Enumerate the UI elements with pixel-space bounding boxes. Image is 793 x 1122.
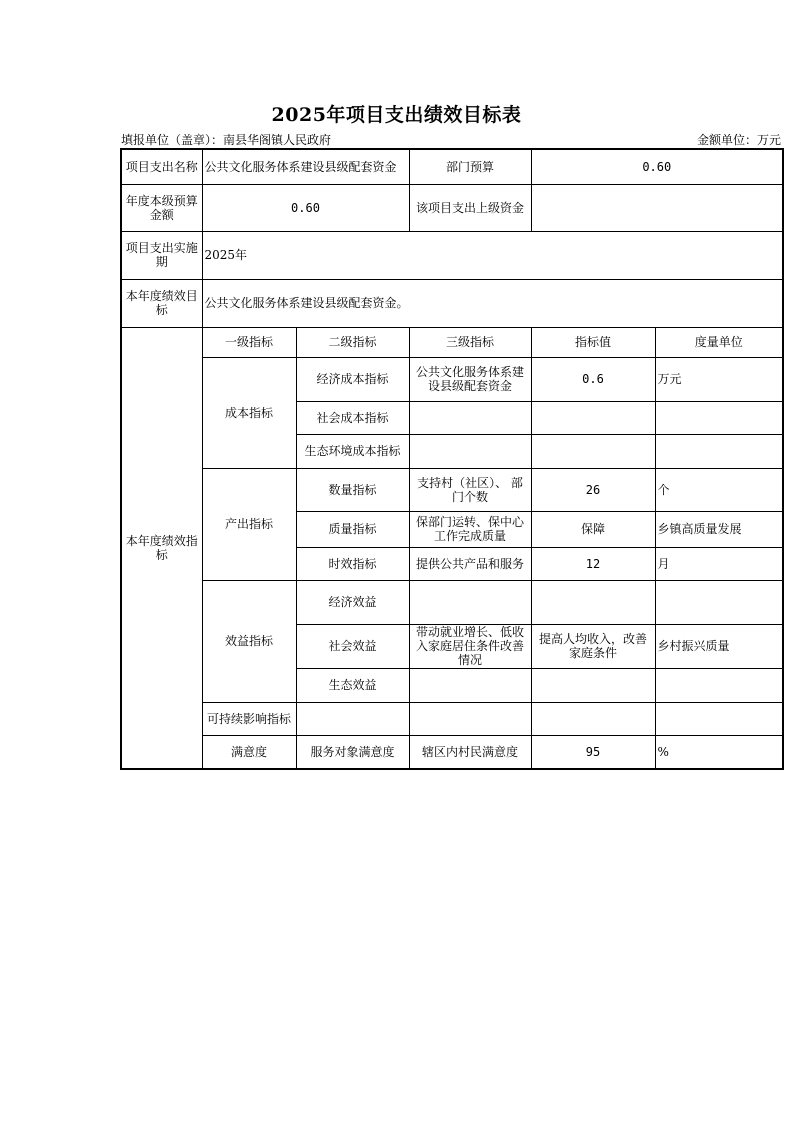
amount-unit: 金额单位：万元 — [696, 133, 781, 147]
output-l2: 质量指标 — [296, 511, 409, 547]
sustain-value — [531, 702, 655, 735]
table-row — [121, 580, 783, 624]
upper-funds-value — [531, 184, 783, 231]
sustain-l3 — [409, 702, 531, 735]
sustain-unit — [655, 702, 783, 735]
table-row — [121, 468, 783, 511]
satisfaction-unit: % — [655, 735, 783, 769]
benefit-unit — [655, 580, 783, 624]
cost-l3 — [409, 434, 531, 468]
benefit-indicator-label: 效益指标 — [202, 580, 296, 702]
header-unit: 度量单位 — [655, 327, 783, 357]
dept-budget-label: 部门预算 — [409, 149, 531, 184]
period-label: 项目支出实施期 — [121, 231, 202, 279]
benefit-l3: 带动就业增长、低收入家庭居住条件改善情况 — [409, 624, 531, 668]
benefit-value — [531, 668, 655, 702]
output-l2: 数量指标 — [296, 468, 409, 511]
sustain-indicator-label: 可持续影响指标 — [202, 702, 296, 735]
output-value: 26 — [531, 468, 655, 511]
output-indicator-label: 产出指标 — [202, 468, 296, 580]
benefit-l3 — [409, 580, 531, 624]
cost-unit: 万元 — [655, 357, 783, 401]
table-row — [121, 735, 783, 769]
sustain-l2 — [296, 702, 409, 735]
satisfaction-indicator-label: 满意度 — [202, 735, 296, 769]
cost-indicator-label: 成本指标 — [202, 357, 296, 468]
reporting-unit: 填报单位（盖章）：南县华阁镇人民政府 — [121, 133, 332, 147]
benefit-l2: 生态效益 — [296, 668, 409, 702]
indicator-section-label: 本年度绩效指标 — [121, 327, 202, 769]
table-row — [121, 702, 783, 735]
cost-l3: 公共文化服务体系建设县级配套资金 — [409, 357, 531, 401]
cost-l2: 生态环境成本指标 — [296, 434, 409, 468]
period-value: 2025年 — [202, 231, 783, 279]
benefit-value — [531, 580, 655, 624]
header-level3: 三级指标 — [409, 327, 531, 357]
row-annual-budget — [121, 184, 783, 231]
benefit-unit — [655, 668, 783, 702]
table-row — [121, 357, 783, 401]
page-title: 2025年项目支出绩效目标表 — [271, 104, 522, 126]
output-l3: 保部门运转、保中心工作完成质量 — [409, 511, 531, 547]
header-value: 指标值 — [531, 327, 655, 357]
output-unit: 月 — [655, 547, 783, 580]
header-level2: 二级指标 — [296, 327, 409, 357]
benefit-value: 提高人均收入，改善家庭条件 — [531, 624, 655, 668]
satisfaction-value: 95 — [531, 735, 655, 769]
output-unit: 乡镇高质量发展 — [655, 511, 783, 547]
cost-l3 — [409, 401, 531, 434]
cost-l2: 社会成本指标 — [296, 401, 409, 434]
output-unit: 个 — [655, 468, 783, 511]
satisfaction-l2: 服务对象满意度 — [296, 735, 409, 769]
dept-budget-value: 0.60 — [531, 149, 783, 184]
row-goal — [121, 279, 783, 327]
output-l2: 时效指标 — [296, 547, 409, 580]
cost-value — [531, 401, 655, 434]
cost-unit — [655, 434, 783, 468]
row-period — [121, 231, 783, 279]
output-value: 12 — [531, 547, 655, 580]
benefit-l2: 经济效益 — [296, 580, 409, 624]
header-level1: 一级指标 — [202, 327, 296, 357]
benefit-unit: 乡村振兴质量 — [655, 624, 783, 668]
annual-budget-value: 0.60 — [202, 184, 409, 231]
project-name-value: 公共文化服务体系建设县级配套资金 — [202, 149, 409, 184]
cost-unit — [655, 401, 783, 434]
annual-budget-label: 年度本级预算金额 — [121, 184, 202, 231]
cost-value — [531, 434, 655, 468]
goal-value: 公共文化服务体系建设县级配套资金。 — [202, 279, 783, 327]
goal-label: 本年度绩效目标 — [121, 279, 202, 327]
satisfaction-l3: 辖区内村民满意度 — [409, 735, 531, 769]
cost-value: 0.6 — [531, 357, 655, 401]
benefit-l3 — [409, 668, 531, 702]
performance-table — [120, 148, 784, 770]
output-l3: 支持村（社区）、 部门个数 — [409, 468, 531, 511]
row-project-name — [121, 149, 783, 184]
output-value: 保障 — [531, 511, 655, 547]
cost-l2: 经济成本指标 — [296, 357, 409, 401]
output-l3: 提供公共产品和服务 — [409, 547, 531, 580]
indicator-header-row — [121, 327, 783, 357]
benefit-l2: 社会效益 — [296, 624, 409, 668]
upper-funds-label: 该项目支出上级资金 — [409, 184, 531, 231]
project-name-label: 项目支出名称 — [121, 149, 202, 184]
